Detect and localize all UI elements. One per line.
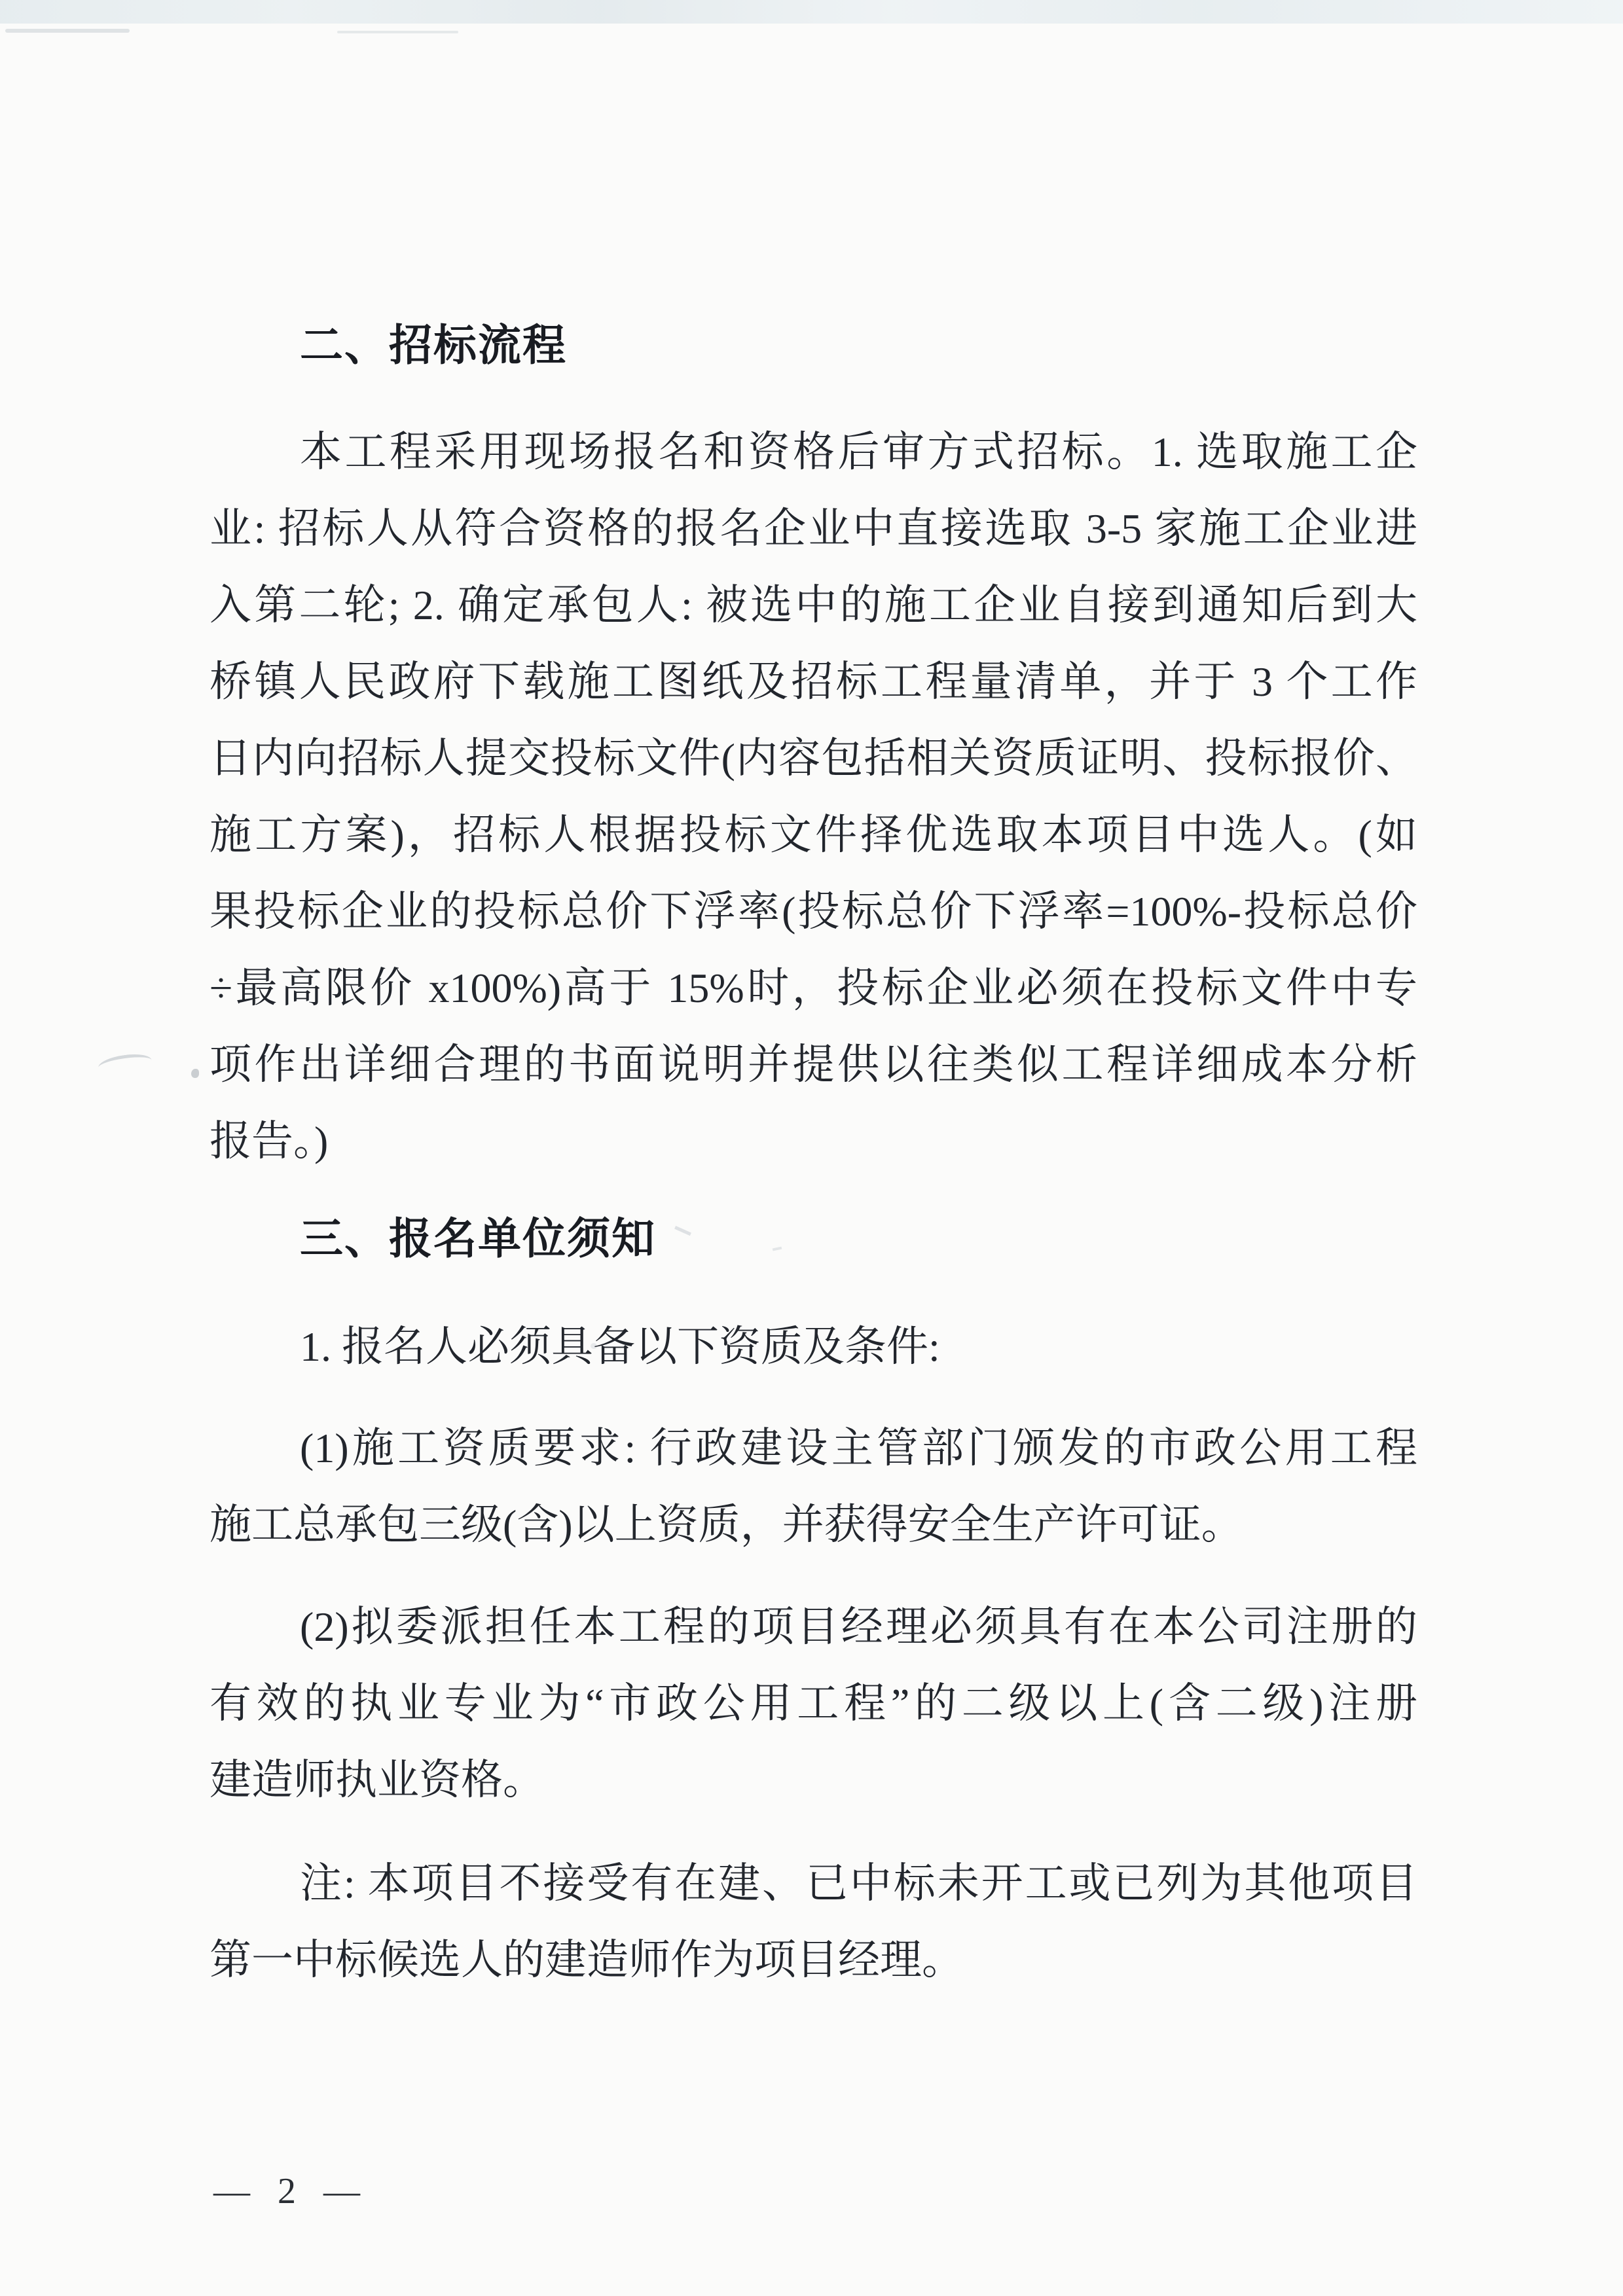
- scan-artifact-streak: [337, 31, 458, 33]
- text-line: 1. 报名人必须具备以下资质及条件:: [300, 1323, 940, 1370]
- text-line: 第一中标候选人的建造师作为项目经理。: [210, 1937, 964, 1983]
- text-line: 报告。): [210, 1118, 329, 1164]
- text-line: 施工总承包三级(含)以上资质，并获得安全生产许可证。: [210, 1501, 1243, 1548]
- text-line: (2)拟委派担任本工程的项目经理必须具有在本公司注册的: [300, 1604, 1417, 1650]
- text-line: 本工程采用现场报名和资格后审方式招标。1. 选取施工企: [300, 429, 1417, 475]
- scan-artifact-top-band: [0, 0, 1623, 24]
- paragraph-tender-process-body: [210, 414, 1417, 1179]
- text-line: 桥镇人民政府下载施工图纸及招标工程量清单，并于 3 个工作: [210, 658, 1417, 705]
- text-line: 有效的执业专业为“市政公用工程”的二级以上(含二级)注册: [210, 1680, 1417, 1727]
- scan-artifact-smudge: [98, 1051, 153, 1076]
- text-line: 建造师执业资格。: [210, 1757, 545, 1803]
- text-line: 日内向招标人提交投标文件(内容包括相关资质证明、投标报价、: [210, 735, 1417, 781]
- text-line: 施工方案)，招标人根据投标文件择优选取本项目中选人。(如: [210, 812, 1417, 858]
- text-line: 果投标企业的投标总价下浮率(投标总价下浮率=100%-投标总价: [210, 888, 1417, 935]
- paragraph-project-manager-requirement: [210, 1588, 1417, 1818]
- text-line: (1)施工资质要求: 行政建设主管部门颁发的市政公用工程: [300, 1425, 1417, 1471]
- scan-artifact-streak: [5, 29, 130, 33]
- paragraph-note: [210, 1845, 1417, 1998]
- section-heading-applicant-notes: 三、报名单位须知: [300, 1213, 656, 1264]
- text-line: 注: 本项目不接受有在建、已中标未开工或已列为其他项目: [300, 1860, 1417, 1907]
- text-line: 项作出详细合理的书面说明并提供以往类似工程详细成本分析: [210, 1041, 1417, 1088]
- section-heading-tender-process: 二、招标流程: [300, 320, 567, 370]
- paragraph-qualification-requirement: [210, 1410, 1417, 1563]
- scan-artifact-smudge: [191, 1069, 199, 1078]
- text-line: 入第二轮; 2. 确定承包人: 被选中的施工企业自接到通知后到大: [210, 582, 1417, 628]
- page-number: — 2 —: [213, 2171, 364, 2212]
- text-line: ÷最高限价 x100%)高于 15%时，投标企业必须在投标文件中专: [210, 965, 1417, 1011]
- paragraph-eligibility-intro: [210, 1308, 1417, 1385]
- text-line: 业: 招标人从符合资格的报名企业中直接选取 3-5 家施工企业进: [210, 505, 1417, 552]
